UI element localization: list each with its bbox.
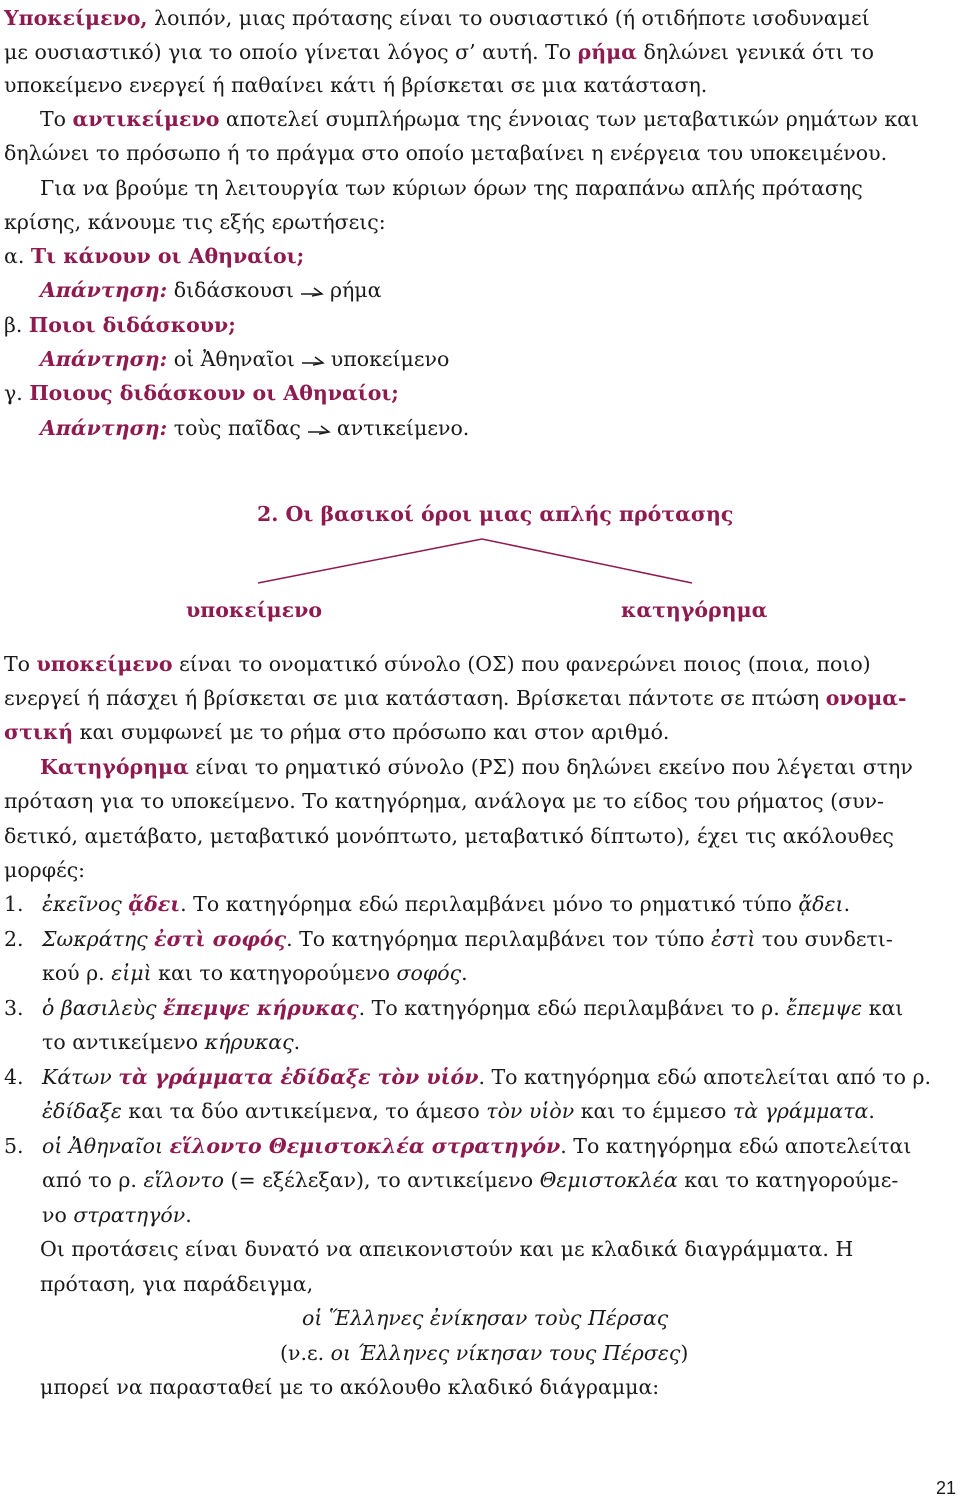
tree-branch-left [258, 539, 482, 583]
object-term: αντικείμενο [72, 107, 220, 131]
example-3-line-2: το αντικείμενο κήρυκας. [42, 1030, 301, 1054]
intro-line-5: δηλώνει το πρόσωπο ή το πράγμα στο οποίο μεταβαίνει η ενέργεια του υποκειμένου. [4, 141, 888, 165]
intro-line-2: με ουσιαστικό) για το οποίο γίνεται λόγος σ’ αυτή. Το ρήμα δηλώνει γενικά ότι το [4, 40, 874, 64]
example-5: 5. οἱ Ἀθηναῖοι εἵλοντο Θεμιστοκλέα στρατηγόν. Το κατηγόρημα εδώ αποτελείται [4, 1134, 912, 1158]
example-3: 3. ὁ βασιλεὺς ἔπεμψε κήρυκας. Το κατηγόρημα εδώ περιλαμβάνει το ρ. ἔπεμψε και [4, 996, 904, 1020]
question-b: β. Ποιοι διδάσκουν; [4, 313, 236, 337]
arrow-right-icon [301, 354, 325, 368]
section-heading: 2. Οι βασικοί όροι μιας απλής πρότασης [257, 502, 734, 526]
question-a: α. Τι κάνουν οι Αθηναίοι; [4, 244, 305, 268]
intro-line-7: κρίσης, κάνουμε τις εξής ερωτήσεις: [4, 210, 386, 234]
tree-branch-right [482, 539, 692, 583]
answer-a: Απάντηση: διδάσκουσι ρήμα [40, 278, 382, 302]
intro-line-4: Το αντικείμενο αποτελεί συμπλήρωμα της έννοιας των μεταβατικών ρημάτων και [40, 107, 920, 131]
body-p2-line-3: δετικό, αμετάβατο, μεταβατικό μονόπτωτο, μεταβατικό δίπτωτο), έχει τις ακόλουθες [4, 824, 894, 848]
example-1: 1. ἐκεῖνος ᾄδει. Το κατηγόρημα εδώ περιλαμβάνει μόνο το ρηματικό τύπο ᾄδει. [4, 892, 851, 916]
subject-term: Υποκείμενο, [4, 6, 148, 30]
body-p1-line-3: στική και συμφωνεί με το ρήμα στο πρόσωπο και στον αριθμό. [4, 720, 670, 744]
body-p2-line-2: πρόταση για το υποκείμενο. Το κατηγόρημα, ανάλογα με το είδος του ρήματος (συν- [4, 789, 884, 813]
closing-line-1: Οι προτάσεις είναι δυνατό να απεικονιστούν και με κλαδικά διαγράμματα. Η [40, 1237, 854, 1261]
closing-line-2: πρόταση, για παράδειγμα, [40, 1272, 314, 1296]
intro-line-3: υποκείμενο ενεργεί ή παθαίνει κάτι ή βρίσκεται σε μια κατάσταση. [4, 73, 708, 97]
arrow-right-icon [307, 423, 331, 437]
intro-line-1: Υποκείμενο, λοιπόν, μιας πρότασης είναι το ουσιαστικό (ή οτιδήποτε ισοδυναμεί [4, 6, 870, 30]
body-p2-line-4: μορφές: [4, 858, 86, 882]
answer-b: Απάντηση: οἱ Ἀθηναῖοι υποκείμενο [40, 347, 450, 371]
example-4-line-2: ἐδίδαξε και τα δύο αντικείμενα, το άμεσο τὸν υἱὸν και το έμμεσο τὰ γράμματα. [42, 1099, 875, 1123]
page-number: 21 [935, 1478, 956, 1498]
body-p1-line-2: ενεργεί ή πάσχει ή βρίσκεται σε μια κατάσταση. Βρίσκεται πάντοτε σε πτώση ονομα- [4, 686, 907, 710]
example-5-line-2: από το ρ. εἵλοντο (= εξέλεξαν), το αντικείμενο Θεμιστοκλέα και το κατηγορούμε- [42, 1168, 899, 1192]
example-2: 2. Σωκράτης ἐστὶ σοφός. Το κατηγόρημα περιλαμβάνει τον τύπο ἐστὶ του συνδετι- [4, 927, 893, 951]
modern-gloss: (ν.ε. οι Έλληνες νίκησαν τους Πέρσες) [280, 1341, 689, 1365]
intro-line-6: Για να βρούμε τη λειτουργία των κύριων όρων της παραπάνω απλής πρότασης [40, 176, 863, 200]
question-c: γ. Ποιους διδάσκουν οι Αθηναίοι; [4, 381, 399, 405]
example-2-line-2: κού ρ. εἰμὶ και το κατηγορούμενο σοφός. [42, 961, 468, 985]
closing-line-3: μπορεί να παρασταθεί με το ακόλουθο κλαδικό διάγραμμα: [40, 1375, 660, 1399]
example-5-line-3: νο στρατηγόν. [42, 1203, 192, 1227]
example-4: 4. Κάτων τὰ γράμματα ἐδίδαξε τὸν υἱόν. Το κατηγόρημα εδώ αποτελείται από το ρ. [4, 1065, 932, 1089]
arrow-right-icon [300, 285, 324, 299]
body-p2-line-1: Κατηγόρημα είναι το ρηματικό σύνολο (ΡΣ) που δηλώνει εκείνο που λέγεται στην [40, 755, 913, 779]
tree-node-predicate: κατηγόρημα [621, 598, 768, 622]
tree-node-subject: υποκείμενο [186, 598, 323, 622]
answer-c: Απάντηση: τοὺς παῖδας αντικείμενο. [40, 416, 470, 440]
verb-term: ρήμα [577, 40, 637, 64]
greek-example: οἱ Ἕλληνες ἐνίκησαν τοὺς Πέρσας [302, 1306, 669, 1330]
body-p1-line-1: Το υποκείμενο είναι το ονοματικό σύνολο (ΟΣ) που φανερώνει ποιος (ποια, ποιο) [4, 652, 871, 676]
